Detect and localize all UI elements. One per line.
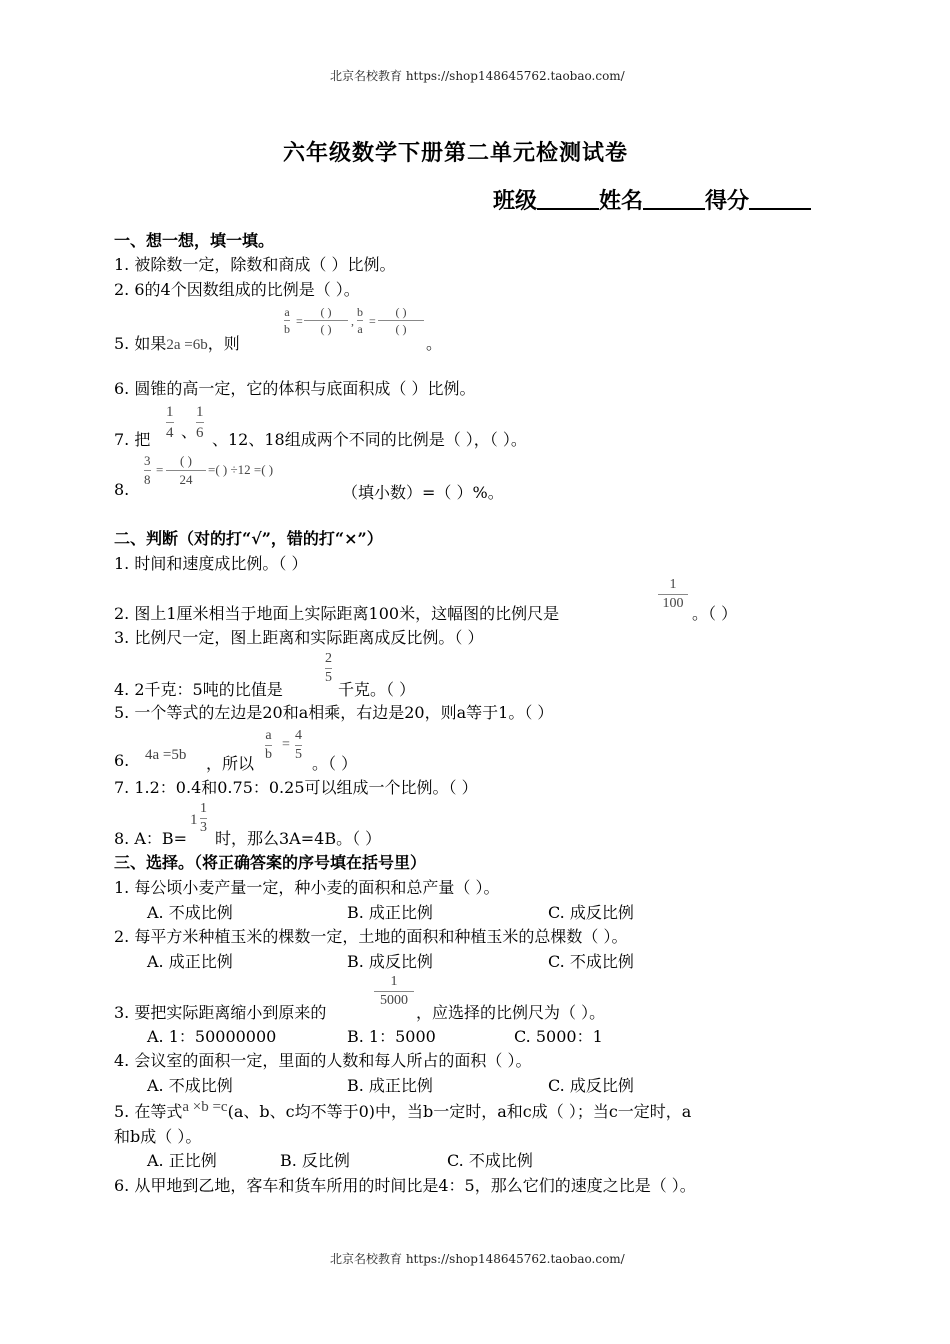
- s2-q2-numerator: 1: [658, 576, 688, 595]
- q7-f1-numerator: 1: [166, 402, 174, 423]
- score-label: 得分: [705, 188, 750, 214]
- s2-q6-f1-denominator: b: [265, 747, 272, 762]
- s3-question-4: 4. 会议室的面积一定，里面的人数和每人所占的面积（ ）。: [114, 1051, 532, 1070]
- s3-q2-option-c[interactable]: C. 不成比例: [548, 952, 634, 971]
- class-label: 班级: [493, 188, 538, 214]
- q8-fraction-3-8: [144, 452, 151, 489]
- s3-q2-option-a[interactable]: A. 成正比例: [147, 952, 233, 971]
- s3-q5-option-b[interactable]: B. 反比例: [280, 1151, 350, 1170]
- s1-question-6: 6. 圆锥的高一定，它的体积与底面积成（ ）比例。: [114, 379, 476, 398]
- s3-q2-option-b[interactable]: B. 成反比例: [347, 952, 433, 971]
- page-header: 北京名校教育 https://shop148645762.taobao.com/: [330, 69, 625, 83]
- s2-q8-whole: 1: [190, 812, 198, 828]
- q8-fraction-blank-24[interactable]: [166, 452, 206, 489]
- s3-q4-option-a[interactable]: A. 不成比例: [147, 1076, 233, 1095]
- s2-q6-f1-numerator: a: [265, 727, 272, 746]
- s3-question-6: 6. 从甲地到乙地，客车和货车所用的时间比是4：5，那么它们的速度之比是（ ）。: [114, 1176, 696, 1195]
- s3-q3-post: ，应选择的比例尺为（ ）。: [416, 1003, 606, 1022]
- q7-separator: 、: [181, 422, 198, 441]
- q5-separator: ,: [351, 314, 354, 328]
- s3-question-2: 2. 每平方米种植玉米的棵数一定，土地的面积和种植玉米的总棵数（ ）。: [114, 927, 628, 946]
- s3-q3-numerator: 1: [374, 973, 414, 992]
- page-title: 六年级数学下册第二单元检测试卷: [283, 140, 629, 166]
- s3-q1-option-c[interactable]: C. 成反比例: [548, 903, 634, 922]
- s2-question-1: 1. 时间和速度成比例。（ ）: [114, 554, 308, 573]
- s1-question-5: [114, 331, 240, 354]
- name-blank[interactable]: [643, 188, 705, 210]
- s1-q8-rest: （填小数）=（ ）%。: [342, 483, 504, 502]
- q5-fraction-a-b: [284, 304, 290, 337]
- s3-q4-option-c[interactable]: C. 成反比例: [548, 1076, 634, 1095]
- s3-q5-expression: a ×b =c: [182, 1099, 228, 1115]
- section-3-heading: 三、选择。（将正确答案的序号填在括号里）: [114, 853, 427, 872]
- s3-q3-option-b[interactable]: B. 1：5000: [347, 1027, 436, 1046]
- s2-q6-post: 。（ ）: [312, 754, 358, 773]
- s2-q8-numerator: 1: [200, 800, 207, 819]
- s3-q1-option-a[interactable]: A. 不成比例: [147, 903, 233, 922]
- s1-q7-prefix: 7. 把: [114, 430, 151, 449]
- q5-f1-denominator: b: [284, 322, 290, 336]
- q8-f2-denominator: 24: [179, 472, 193, 487]
- q7-f2-denominator: 6: [196, 425, 204, 441]
- s2-q6-f2-numerator: 4: [295, 727, 302, 746]
- q5-fraction-b-a: [357, 304, 363, 337]
- q5-f3-numerator: b: [357, 305, 363, 319]
- q5-fraction-blank-2[interactable]: [378, 304, 424, 337]
- s3-q3-option-a[interactable]: A. 1：50000000: [147, 1027, 277, 1046]
- s3-q3-denominator: 5000: [380, 993, 408, 1008]
- s2-q6-expression: 4a =5b: [145, 747, 187, 763]
- s1-q8-prefix: 8.: [114, 480, 130, 499]
- q8-f2-numerator: ( ): [166, 452, 206, 471]
- s3-q5-option-a[interactable]: A. 正比例: [147, 1151, 217, 1170]
- q8-chain: =( ) ÷12 =( ): [208, 462, 274, 477]
- s3-q5-prefix: 5. 在等式: [114, 1102, 183, 1121]
- s2-q2-post: 。（ ）: [692, 604, 738, 623]
- s2-q4-fraction-2-5: [325, 650, 332, 687]
- s2-q6-eq: =: [282, 737, 290, 752]
- s2-q4-post: 千克。（ ）: [338, 680, 416, 699]
- q8-eq-1: =: [156, 462, 164, 477]
- q5-eq-1: =: [296, 314, 303, 328]
- s1-question-1: 1. 被除数一定，除数和商成（ ）比例。: [114, 255, 396, 274]
- q7-fraction-1-6: [196, 402, 204, 443]
- name-label: 姓名: [599, 188, 644, 214]
- section-2-heading: 二、判断（对的打“√”，错的打“×”）: [114, 529, 383, 548]
- s3-question-1: 1. 每公顷小麦产量一定，种小麦的面积和总产量（ ）。: [114, 878, 500, 897]
- q5-f3-denominator: a: [357, 322, 363, 336]
- page-footer: 北京名校教育 https://shop148645762.taobao.com/: [330, 1252, 625, 1266]
- s2-q4-prefix: 4. 2千克：5吨的比值是: [114, 680, 283, 699]
- q5-prefix: 5. 如果: [114, 334, 167, 353]
- s2-q6-fraction-4-5: [295, 727, 302, 764]
- q5-f1-numerator: a: [284, 305, 290, 319]
- s2-q2-denominator: 100: [662, 596, 684, 611]
- s3-q4-option-b[interactable]: B. 成正比例: [347, 1076, 433, 1095]
- s2-q8-post: 时，那么3A=4B。（ ）: [215, 829, 382, 848]
- q5-mid: ，则: [207, 334, 240, 353]
- s1-question-2: 2. 6的4个因数组成的比例是（ ）。: [114, 280, 360, 299]
- s3-q1-option-b[interactable]: B. 成正比例: [347, 903, 433, 922]
- q8-f1-numerator: 3: [144, 452, 151, 471]
- s3-q5-option-c[interactable]: C. 不成比例: [447, 1151, 533, 1170]
- student-info-line: [493, 184, 811, 215]
- s3-q3-option-c[interactable]: C. 5000：1: [514, 1027, 603, 1046]
- q5-eq-2: =: [369, 314, 376, 328]
- s2-q4-numerator: 2: [325, 650, 332, 669]
- s2-q8-denominator: 3: [200, 820, 207, 835]
- s2-q8-fraction-1-3: [200, 800, 207, 837]
- s2-q8-prefix: 8. A：B=: [114, 829, 188, 848]
- s1-q7-rest: 、12、18组成两个不同的比例是（ ），（ ）。: [212, 430, 527, 449]
- q8-f1-denominator: 8: [144, 472, 151, 487]
- q7-f1-denominator: 4: [166, 425, 174, 441]
- s3-q5-continued: 和b成（ ）。: [114, 1127, 202, 1146]
- s3-q3-fraction-1-5000: [374, 973, 414, 1010]
- s3-question-5: [114, 1099, 691, 1122]
- s2-q6-fraction-a-b: [265, 727, 272, 764]
- s2-q2-prefix: 2. 图上1厘米相当于地面上实际距离100米，这幅图的比例尺是: [114, 604, 560, 623]
- q5-end: 。: [426, 334, 443, 353]
- s2-q2-fraction-1-100: [658, 576, 688, 613]
- s2-question-5: 5. 一个等式的左边是20和a相乘，右边是20，则a等于1。（ ）: [114, 703, 554, 722]
- s2-q6-mid: ，所以: [206, 754, 255, 773]
- q5-f2-numerator: ( ): [304, 304, 348, 321]
- s2-q6-f2-denominator: 5: [295, 747, 302, 762]
- q5-f4-denominator: ( ): [395, 322, 407, 336]
- s2-question-7: 7. 1.2：0.4和0.75：0.25可以组成一个比例。（ ）: [114, 778, 478, 797]
- score-blank[interactable]: [749, 188, 811, 210]
- s2-q4-denominator: 5: [325, 670, 332, 685]
- class-blank[interactable]: [537, 188, 599, 210]
- s3-q5-post: (a、b、c均不等于0)中，当b一定时，a和c成（ ）；当c一定时，a: [227, 1102, 692, 1121]
- q7-f2-numerator: 1: [196, 402, 204, 423]
- q5-fraction-blank-1[interactable]: [304, 304, 348, 337]
- q5-f2-denominator: ( ): [320, 322, 332, 336]
- q7-fraction-1-4: [166, 402, 174, 443]
- q5-f4-numerator: ( ): [378, 304, 424, 321]
- s2-question-3: 3. 比例尺一定，图上距离和实际距离成反比例。（ ）: [114, 628, 484, 647]
- q5-expression: 2a =6b: [166, 337, 208, 353]
- s2-q6-prefix: 6.: [114, 751, 130, 770]
- s3-q3-prefix: 3. 要把实际距离缩小到原来的: [114, 1003, 327, 1022]
- section-1-heading: 一、想一想，填一填。: [114, 231, 275, 250]
